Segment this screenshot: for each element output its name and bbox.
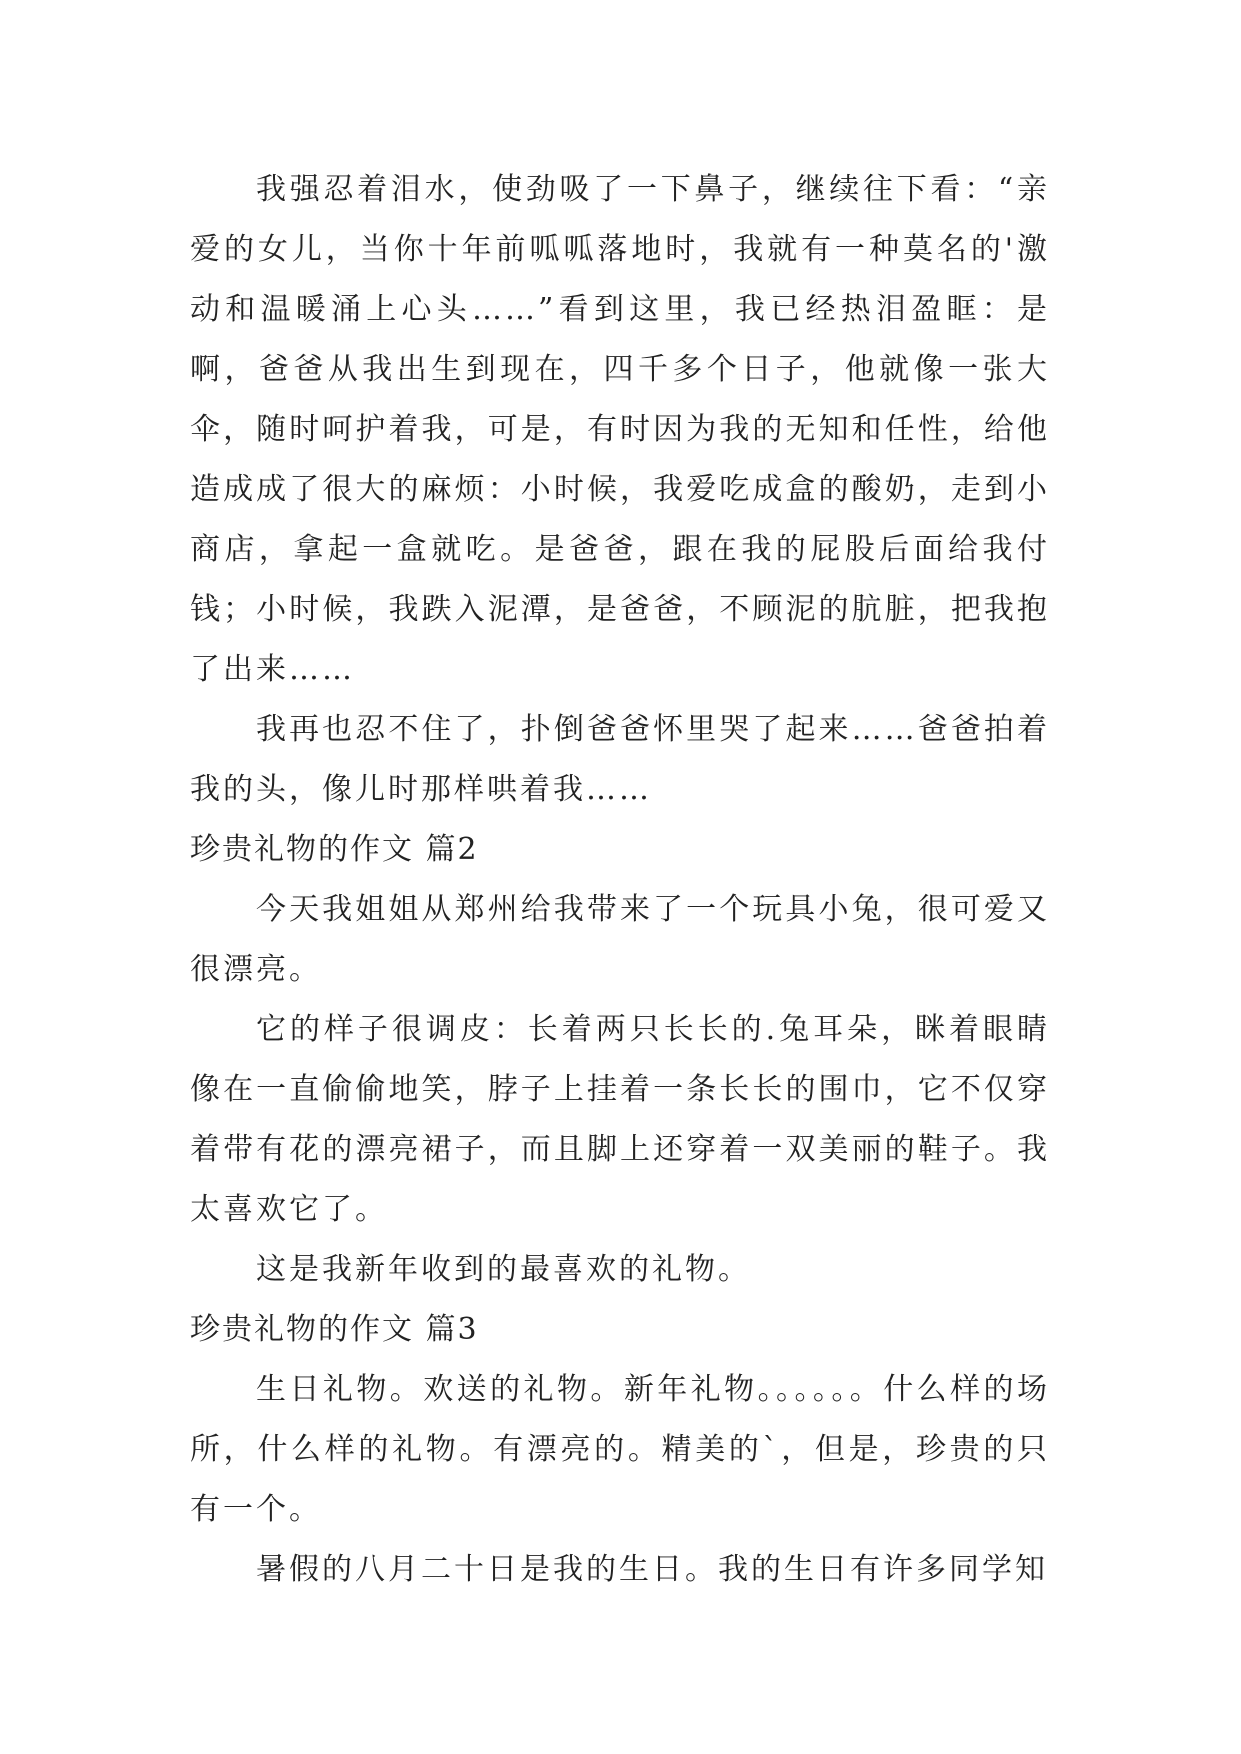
paragraph: 这是我新年收到的最喜欢的礼物。 (256, 1252, 751, 1287)
paragraph: 暑假的八月二十日是我的生日。我的生日有许多同学知 (256, 1552, 1048, 1587)
paragraph: 生日礼物。欢送的礼物。新年礼物。。。。。。什么样的场所，什么样的礼物。有漂亮的。精美的`，但是，珍贵的只有一个。 (190, 1372, 1050, 1527)
section-heading: 珍贵礼物的作文 篇2 (190, 832, 479, 867)
paragraph: 今天我姐姐从郑州给我带来了一个玩具小兔，很可爱又很漂亮。 (190, 892, 1050, 987)
paragraph: 我再也忍不住了，扑倒爸爸怀里哭了起来……爸爸拍着我的头，像儿时那样哄着我…… (190, 712, 1050, 807)
paragraph: 我强忍着泪水，使劲吸了一下鼻子，继续往下看：“亲爱的女儿，当你十年前呱呱落地时，我就有一种莫名的'激动和温暖涌上心头……”看到这里，我已经热泪盈眶：是啊，爸爸从我出生到现在，四千多个日子，他就像一张大伞，随时呵护着我，可是，有时因为我的无知和任性，给他造成成了很大的麻烦：小时候，我爱吃成盒的酸奶，走到小商店，拿起一盒就吃。是爸爸，跟在我的屁股后面给我付钱；小时候，我跌入泥潭，是爸爸，不顾泥的肮脏，把我抱了出来…… (190, 172, 1050, 687)
document-body (190, 160, 1050, 1600)
paragraph: 它的样子很调皮：长着两只长长的.兔耳朵，眯着眼睛像在一直偷偷地笑，脖子上挂着一条长长的围巾，它不仅穿着带有花的漂亮裙子，而且脚上还穿着一双美丽的鞋子。我太喜欢它了。 (190, 1012, 1050, 1227)
section-heading: 珍贵礼物的作文 篇3 (190, 1312, 479, 1347)
